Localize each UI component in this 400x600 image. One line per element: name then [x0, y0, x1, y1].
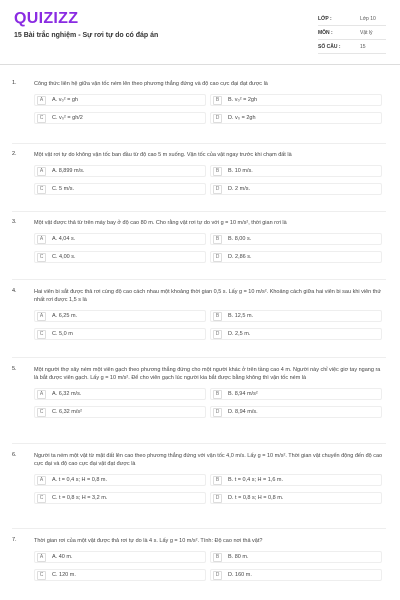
- divider: [12, 211, 386, 212]
- meta-table: [318, 12, 386, 54]
- option-text: B. 8,00 s.: [228, 236, 252, 242]
- option-b[interactable]: [210, 388, 382, 400]
- question: [12, 80, 386, 130]
- option-letter: B: [213, 553, 222, 562]
- option-a[interactable]: [34, 388, 206, 400]
- question-text: Một người thợ xây ném một viên gạch theo phương thẳng đứng cho một người khác ở trên tầng cao 4 m. Người này chỉ việc giơ tay ngang ra là bắt được viên gạch. Lấy g = 10 m/s². Để cho viên gạch lúc người kia bắt được bằng không thì vận tốc ném là: [34, 367, 381, 381]
- option-text: B. 12,5 m.: [228, 313, 254, 319]
- meta-value: Lớp 10: [360, 15, 376, 22]
- option-text: A. 6,25 m.: [52, 313, 78, 319]
- option-text: D. 160 m.: [228, 572, 252, 578]
- option-d[interactable]: [210, 112, 382, 124]
- question-number: 3.: [12, 219, 17, 225]
- option-c[interactable]: [34, 406, 206, 418]
- option-letter: A: [37, 235, 46, 244]
- option-text: A. t = 0,4 s; H = 0,8 m.: [52, 477, 108, 483]
- divider: [12, 279, 386, 280]
- option-letter: C: [37, 408, 46, 417]
- option-letter: C: [37, 253, 46, 262]
- option-c[interactable]: [34, 328, 206, 340]
- option-b[interactable]: [210, 310, 382, 322]
- option-letter: A: [37, 167, 46, 176]
- option-group: [34, 233, 386, 263]
- question-text: Thời gian rơi của một vật được thả rơi tự do là 4 s. Lấy g = 10 m/s². Tính: Độ cao nơi thả vật?: [34, 538, 263, 544]
- option-letter: B: [213, 167, 222, 176]
- option-a[interactable]: [34, 551, 206, 563]
- option-d[interactable]: [210, 183, 382, 195]
- option-letter: B: [213, 312, 222, 321]
- option-b[interactable]: [210, 233, 382, 245]
- question-text: Hai viên bi sắt được thả rơi cùng độ cao cách nhau một khoảng thời gian 0,5 s. Lấy g = 10 m/s². Khoảng cách giữa hai viên bi sau khi viên thứ nhất rơi được 1,5 s là: [34, 289, 382, 303]
- option-letter: C: [37, 330, 46, 339]
- option-letter: B: [213, 96, 222, 105]
- option-text: B. 8,94 m/s²: [228, 391, 258, 397]
- option-b[interactable]: [210, 551, 382, 563]
- option-letter: B: [213, 476, 222, 485]
- question-text: Người ta ném một vật từ mặt đất lên cao theo phương thẳng đứng với vận tốc 4,0 m/s. Lấy g = 10 m/s². Thời gian vật chuyển động đến độ cao cực đại và độ cao cực đại vật đạt được là: [34, 453, 383, 467]
- question-number: 4.: [12, 288, 17, 294]
- option-text: C. 6,32 m/s²: [52, 409, 82, 415]
- option-text: D. 8,94 m/s.: [228, 409, 258, 415]
- option-text: B. 80 m.: [228, 554, 249, 560]
- option-a[interactable]: [34, 165, 206, 177]
- option-letter: D: [213, 185, 222, 194]
- meta-key: MÔN :: [318, 29, 333, 36]
- option-group: [34, 94, 386, 124]
- option-text: D. 2,86 s.: [228, 254, 252, 260]
- meta-row-count: [318, 40, 386, 54]
- question-text: Một vật được thả từ trên máy bay ở độ cao 80 m. Cho rằng vật rơi tự do với g = 10 m/s², thời gian rơi là: [34, 220, 287, 226]
- question: [12, 452, 386, 510]
- divider: [12, 443, 386, 444]
- option-c[interactable]: [34, 183, 206, 195]
- option-letter: C: [37, 571, 46, 580]
- option-letter: B: [213, 390, 222, 399]
- option-b[interactable]: [210, 94, 382, 106]
- quizizz-logo[interactable]: QUIZIZZ: [14, 10, 79, 27]
- option-letter: A: [37, 312, 46, 321]
- meta-value: 15: [360, 43, 366, 50]
- option-letter: A: [37, 476, 46, 485]
- option-text: C. t = 0,8 s; H = 3,2 m.: [52, 495, 108, 501]
- option-letter: D: [213, 571, 222, 580]
- option-text: B. t = 0,4 s; H = 1,6 m.: [228, 477, 284, 483]
- option-letter: D: [213, 408, 222, 417]
- option-d[interactable]: [210, 406, 382, 418]
- option-c[interactable]: [34, 569, 206, 581]
- question-number: 2.: [12, 151, 17, 157]
- option-c[interactable]: [34, 251, 206, 263]
- option-text: D. t = 0,8 s; H = 0,8 m.: [228, 495, 284, 501]
- question: [12, 219, 386, 269]
- option-letter: A: [37, 96, 46, 105]
- option-d[interactable]: [210, 492, 382, 504]
- question: [12, 151, 386, 201]
- option-group: [34, 474, 386, 504]
- option-a[interactable]: [34, 94, 206, 106]
- question: [12, 366, 386, 424]
- option-text: B. v₀² = 2gh: [228, 97, 258, 103]
- option-text: A. 8,899 m/s.: [52, 168, 85, 174]
- question-number: 1.: [12, 80, 17, 86]
- option-text: C. v₀² = gh/2: [52, 115, 83, 121]
- option-text: B. 10 m/s.: [228, 168, 253, 174]
- option-letter: C: [37, 114, 46, 123]
- option-group: [34, 388, 386, 418]
- divider: [12, 528, 386, 529]
- divider: [12, 357, 386, 358]
- option-text: A. 6,32 m/s.: [52, 391, 82, 397]
- question-text: Công thức liên hệ giữa vận tốc ném lên theo phương thẳng đứng và độ cao cực đại đạt được là: [34, 81, 268, 87]
- option-letter: D: [213, 494, 222, 503]
- option-letter: D: [213, 253, 222, 262]
- option-letter: C: [37, 494, 46, 503]
- option-a[interactable]: [34, 474, 206, 486]
- meta-row-subject: [318, 26, 386, 40]
- option-d[interactable]: [210, 251, 382, 263]
- document-title: 15 Bài trắc nghiệm - Sự rơi tự do có đáp án: [14, 32, 159, 39]
- option-text: D. 2,5 m.: [228, 331, 251, 337]
- divider: [12, 143, 386, 144]
- option-c[interactable]: [34, 492, 206, 504]
- meta-row-class: [318, 12, 386, 26]
- question-number: 6.: [12, 452, 17, 458]
- worksheet-header: [0, 0, 400, 65]
- option-text: C. 5 m/s.: [52, 186, 75, 192]
- option-b[interactable]: [210, 474, 382, 486]
- option-letter: D: [213, 330, 222, 339]
- option-d[interactable]: [210, 569, 382, 581]
- option-text: C. 4,00 s.: [52, 254, 76, 260]
- option-a[interactable]: [34, 233, 206, 245]
- option-c[interactable]: [34, 112, 206, 124]
- option-a[interactable]: [34, 310, 206, 322]
- option-group: [34, 310, 386, 340]
- option-group: [34, 551, 386, 581]
- meta-key: LỚP :: [318, 15, 332, 22]
- option-text: D. 2 m/s.: [228, 186, 251, 192]
- option-b[interactable]: [210, 165, 382, 177]
- option-letter: D: [213, 114, 222, 123]
- option-text: C. 120 m.: [52, 572, 76, 578]
- question-number: 5.: [12, 366, 17, 372]
- option-letter: C: [37, 185, 46, 194]
- option-letter: A: [37, 553, 46, 562]
- option-text: D. v₀ = 2gh: [228, 115, 256, 121]
- option-text: A. 4,04 s.: [52, 236, 76, 242]
- meta-value: Vật lý: [360, 29, 373, 36]
- option-text: A. v₀² = gh: [52, 97, 78, 103]
- option-text: C. 5,0 m: [52, 331, 73, 337]
- meta-key: SỐ CÂU :: [318, 43, 341, 50]
- option-letter: B: [213, 235, 222, 244]
- question: [12, 537, 386, 587]
- option-letter: A: [37, 390, 46, 399]
- question: [12, 288, 386, 346]
- question-text: Một vật rơi tự do không vận tốc ban đầu từ độ cao 5 m xuống. Vận tốc của vật ngay trước khi chạm đất là: [34, 152, 292, 158]
- question-number: 7.: [12, 537, 17, 543]
- option-text: A. 40 m.: [52, 554, 73, 560]
- option-d[interactable]: [210, 328, 382, 340]
- option-group: [34, 165, 386, 195]
